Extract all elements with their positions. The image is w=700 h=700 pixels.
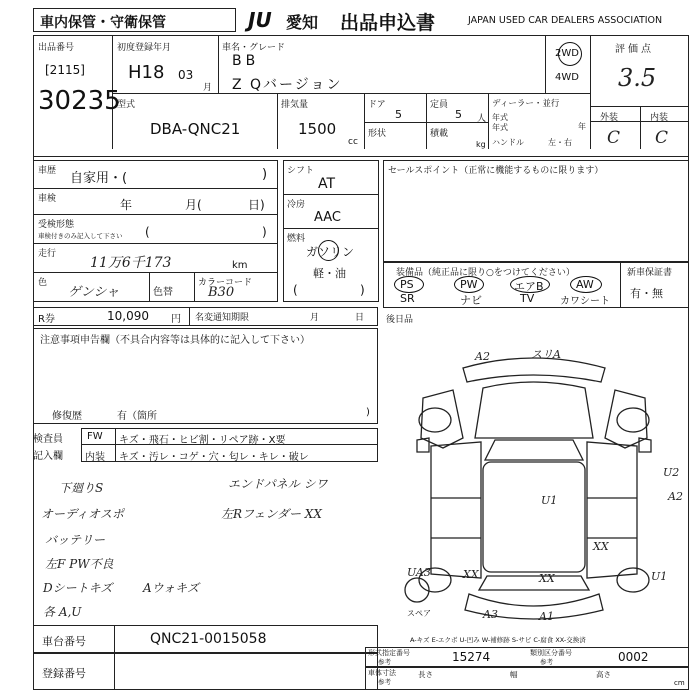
car-label: 車名・グレード — [222, 43, 286, 53]
note-3: オーディオスポ — [41, 507, 124, 521]
model-value: DBA-QNC21 — [150, 120, 241, 138]
ac-label: 冷房 — [287, 200, 306, 210]
plate-label: 登録番号 — [42, 667, 86, 680]
handwritten-notes — [33, 465, 378, 625]
recycle-label: R券 — [38, 314, 55, 325]
equipment-grid — [386, 277, 618, 307]
displacement-value: 1500 — [298, 120, 337, 138]
storage-badge — [33, 8, 236, 32]
mark-xx-left: XX — [463, 568, 479, 581]
repair-label: 修復歴 — [52, 411, 82, 422]
recycle-value: 10,090 — [107, 309, 149, 323]
dealer-year-unit: 年 — [578, 122, 586, 131]
notes-label: 注意事項申告欄（不具合内容等は具体的に記入して下さい） — [40, 335, 310, 346]
dealer-year-sub: 年式 — [492, 123, 508, 132]
equip-aw-circle — [570, 276, 602, 293]
fuel-close: ) — [360, 283, 365, 297]
car-name: BB — [232, 53, 260, 69]
warranty-label: 新車保証書 — [627, 268, 673, 278]
color-change-label: 色替 — [153, 287, 173, 298]
color-code: B30 — [208, 285, 235, 300]
capacity-unit: 人 — [477, 114, 487, 124]
history-value: 自家用・( — [70, 171, 128, 186]
entry-sub-number: [2115] — [45, 63, 85, 77]
note-1: 下廻りS — [59, 481, 104, 495]
load-unit: kg — [476, 140, 486, 149]
inspector-label-2: 記入欄 — [33, 451, 63, 462]
history-label: 車歴 — [38, 166, 57, 176]
chassis-value: QNC21-0015058 — [150, 631, 267, 647]
ju-logo-text: 愛知 — [286, 13, 319, 32]
form-title: 出品申込書 — [340, 12, 436, 34]
equip-ps-circle — [394, 276, 424, 293]
equip-navi: ナビ — [460, 294, 482, 307]
inspection-day: 日) — [248, 198, 265, 212]
equip-sr: SR — [400, 292, 415, 305]
inspector-block — [33, 428, 378, 462]
repair-value: 有（箇所 — [117, 411, 157, 422]
note-8: Aウォキズ — [143, 581, 199, 595]
dimensions-height: 高さ — [596, 670, 611, 679]
note-7: Dシートキズ — [43, 581, 113, 595]
mark-a1: A1 — [539, 610, 554, 623]
mark-ua3: UA3 — [407, 566, 431, 579]
car-damage-diagram — [383, 328, 689, 628]
designation-ref-2: 参考 — [540, 658, 553, 666]
inspection-year: 年 — [120, 198, 133, 212]
fw-codes: キズ・飛石・ヒビ割・リペア跡・X要 — [119, 435, 286, 446]
equip-tv: TV — [520, 292, 535, 305]
dimensions-length: 長さ — [418, 670, 433, 679]
fuel-open: ( — [293, 283, 298, 297]
designation-ref-1: 参考 — [378, 658, 391, 666]
car-grade: Z Qバージョン — [232, 77, 343, 93]
approval-open: ( — [145, 225, 150, 239]
fuel-diesel: 軽・油 — [313, 267, 346, 280]
doors-value: 5 — [395, 108, 402, 121]
storage-badge-text: 車内保管・守衛保管 — [40, 15, 166, 31]
dimensions-unit: cm — [674, 679, 685, 687]
note-9: 各 A,U — [43, 605, 82, 619]
drive-4wd: 4WD — [555, 72, 579, 83]
fuel-label: 燃料 — [287, 234, 306, 244]
color-value: ゲンシャ — [68, 285, 120, 300]
capacity-value: 5 — [455, 108, 462, 121]
fuel-value: ガソリン — [306, 245, 355, 259]
mileage-unit: km — [232, 260, 248, 271]
handle-label: ハンドル — [492, 138, 524, 147]
inspector-label-1: 検査員 — [33, 434, 63, 445]
registration-month: 03 — [178, 68, 194, 82]
mark-a2-right: A2 — [668, 490, 683, 503]
note-4: 左Rフェンダー XX — [221, 507, 322, 521]
exterior-label: 外装 — [600, 113, 619, 123]
inspection-month: 月( — [185, 198, 202, 212]
damage-legend: A-キズ E-エクボ U-凹み W-補修跡 S-サビ C-腐食 XX-交換済 — [410, 636, 586, 644]
equipment-label: 装備品（純正品に限り○をつけてください） — [396, 268, 575, 278]
score-label: 評価点 — [615, 44, 654, 55]
doors-label: ドア — [368, 100, 386, 110]
note-6: 左F PW不良 — [45, 557, 114, 571]
dealer-label: ディーラー・並行 — [492, 99, 560, 109]
designation-value-1: 15274 — [452, 650, 491, 664]
tax-notice-month: 月 — [310, 313, 320, 323]
model-label: 型式 — [117, 100, 136, 110]
equip-seat: カワシート — [560, 296, 610, 307]
capacity-label: 定員 — [430, 100, 449, 110]
dimensions-ref: 参考 — [378, 678, 391, 686]
history-close: ) — [262, 167, 268, 182]
mark-scratch-a: スリA — [531, 348, 561, 361]
registration-month-unit: 月 — [203, 83, 213, 93]
mileage-label: 走行 — [38, 249, 57, 259]
mark-u2-right: U2 — [663, 466, 680, 479]
shift-value: AT — [318, 176, 336, 192]
mileage-value: 11万6千173 — [90, 255, 172, 271]
spare-label: スペア — [407, 609, 431, 618]
equip-airbag-circle — [510, 276, 550, 293]
dealer-year-label: 年式 — [492, 113, 508, 122]
dimensions-label: 車体寸法 — [368, 669, 396, 677]
equip-aw: AW — [576, 278, 594, 291]
shape-label: 形状 — [368, 129, 387, 139]
displacement-label: 排気量 — [281, 100, 309, 110]
mark-a2-top: A2 — [475, 350, 490, 363]
note-5: バッテリー — [45, 533, 106, 547]
mark-a3: A3 — [483, 608, 498, 621]
ac-value: AAC — [314, 210, 341, 225]
shift-label: シフト — [287, 166, 315, 176]
deferred-label: 後日品 — [386, 315, 414, 325]
entry-number: 30235 — [38, 86, 121, 116]
designation-value-2: 0002 — [618, 650, 649, 664]
drive-2wd: 2WD — [555, 48, 579, 59]
tax-notice-day: 日 — [355, 313, 365, 323]
entry-label: 出品番号 — [38, 43, 75, 53]
approval-note: 車検付きのみ記入して下さい — [38, 232, 123, 240]
registration-label: 初度登録年月 — [117, 43, 172, 53]
load-label: 積載 — [430, 129, 449, 139]
equip-ps: PS — [400, 278, 414, 291]
equip-pw-circle — [454, 276, 484, 293]
warranty-value: 有・無 — [630, 287, 663, 300]
designation-label-2: 類別区分番号 — [530, 649, 572, 657]
in-codes: キズ・汚レ・コゲ・穴・匂レ・キレ・破レ — [119, 452, 309, 463]
sales-point-label: セールスポイント（正常に機能するものに限ります） — [388, 166, 604, 176]
chassis-label: 車台番号 — [42, 635, 86, 648]
note-2: エンドパネル シワ — [228, 477, 328, 491]
designation-label-1: 形式指定番号 — [368, 649, 410, 657]
approval-label: 受検形態 — [38, 220, 75, 230]
dimensions-width: 幅 — [510, 670, 518, 679]
form-subtitle: JAPAN USED CAR DEALERS ASSOCIATION — [468, 15, 663, 26]
inspection-label: 車検 — [38, 194, 57, 204]
handle-options: 左・右 — [548, 138, 572, 147]
recycle-unit: 円 — [171, 314, 181, 325]
registration-era: H18 — [128, 62, 165, 83]
repair-close: ) — [366, 407, 370, 418]
exterior-grade: C — [607, 128, 621, 148]
color-code-label: カラーコード — [198, 278, 253, 288]
ju-logo-mark: JU — [248, 8, 272, 32]
in-label: 内装 — [85, 452, 105, 463]
fw-label: FW — [87, 431, 103, 442]
interior-label: 内装 — [650, 113, 669, 123]
mark-xx-right: XX — [593, 540, 609, 553]
mark-xx-mid: XX — [539, 572, 555, 585]
mark-u1-roof: U1 — [541, 494, 558, 507]
tax-notice-label: 名変通知期限 — [195, 313, 250, 323]
equip-airbag: エアB — [514, 280, 544, 293]
displacement-unit: cc — [348, 137, 358, 147]
score-value: 3.5 — [618, 64, 657, 92]
dimensions-box — [365, 667, 689, 690]
interior-grade: C — [655, 128, 669, 148]
equip-pw: PW — [460, 278, 478, 291]
mark-u1-right: U1 — [651, 570, 668, 583]
approval-close: ) — [262, 225, 267, 239]
color-label: 色 — [38, 278, 48, 288]
